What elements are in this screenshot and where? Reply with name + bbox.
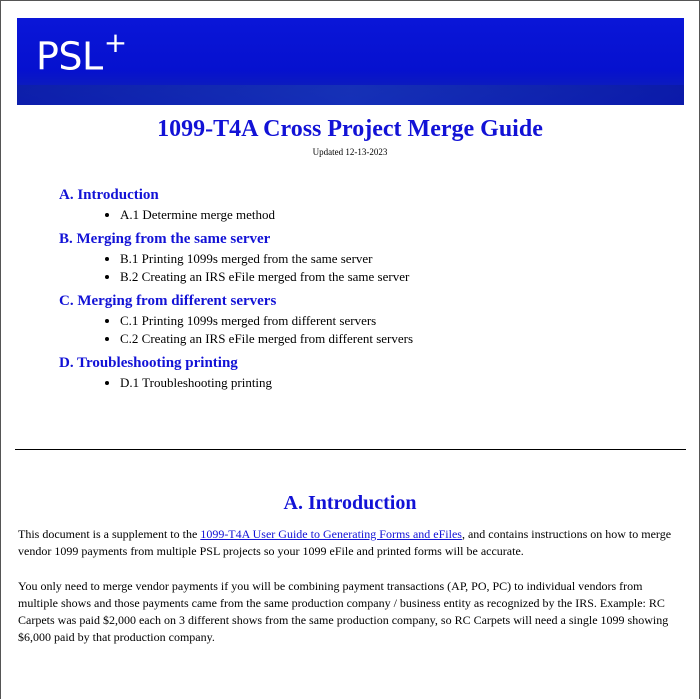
toc-list-b: [59, 250, 679, 286]
toc-heading-c[interactable]: C. Merging from different servers: [59, 293, 277, 309]
toc-heading-a[interactable]: A. Introduction: [59, 187, 159, 203]
intro-paragraph-2: You only need to merge vendor payments if you will be combining payment transactions (AP, PO, PC) to individual vendors from multiple shows and those payments came from the same production company / business entity as recognized by the IRS. Example: RC Carpets was paid $2,000 each on 3 different shows from the same production company, so RC Carpets will need a single 1099 showing $6,000 paid by that production company.: [18, 579, 669, 644]
logo-text: PSL: [36, 34, 103, 79]
banner-stripe: [17, 85, 684, 105]
toc-section-a: [59, 186, 679, 224]
toc-item-d1[interactable]: • D.1 Troubleshooting printing: [120, 374, 679, 392]
table-of-contents: [59, 186, 679, 398]
toc-section-b: [59, 230, 679, 286]
toc-list-c: [59, 312, 679, 348]
toc-item-c1[interactable]: • C.1 Printing 1099s merged from different servers: [120, 312, 679, 330]
intro-p1-before: This document is a supplement to the: [18, 527, 201, 541]
logo-plus: +: [103, 26, 127, 59]
intro-heading: A. Introduction: [283, 492, 417, 514]
header-banner: [17, 18, 684, 105]
toc-list-d: [59, 374, 679, 392]
toc-list-a: [59, 206, 679, 224]
toc-item-c2[interactable]: • C.2 Creating an IRS eFile merged from different servers: [120, 330, 679, 348]
user-guide-link[interactable]: 1099-T4A User Guide to Generating Forms and eFiles: [200, 527, 462, 541]
section-divider: [15, 449, 686, 450]
psl-plus-logo: [36, 26, 127, 79]
toc-item-b2[interactable]: • B.2 Creating an IRS eFile merged from the same server: [120, 268, 679, 286]
toc-heading-d[interactable]: D. Troubleshooting printing: [59, 355, 238, 371]
toc-heading-b[interactable]: B. Merging from the same server: [59, 231, 271, 247]
intro-paragraph-1: [18, 526, 683, 560]
toc-section-c: [59, 292, 679, 348]
page-title: 1099-T4A Cross Project Merge Guide: [157, 116, 543, 142]
toc-section-d: [59, 354, 679, 392]
intro-p1-after: , and contains instructions on how to merge vendor 1099 payments from multiple PSL projects so your 1099 eFile and printed forms will be accurate.: [18, 527, 672, 558]
toc-item-b1[interactable]: • B.1 Printing 1099s merged from the same server: [120, 250, 679, 268]
updated-date: Updated 12-13-2023: [312, 147, 388, 157]
toc-item-a1[interactable]: • A.1 Determine merge method: [120, 206, 679, 224]
